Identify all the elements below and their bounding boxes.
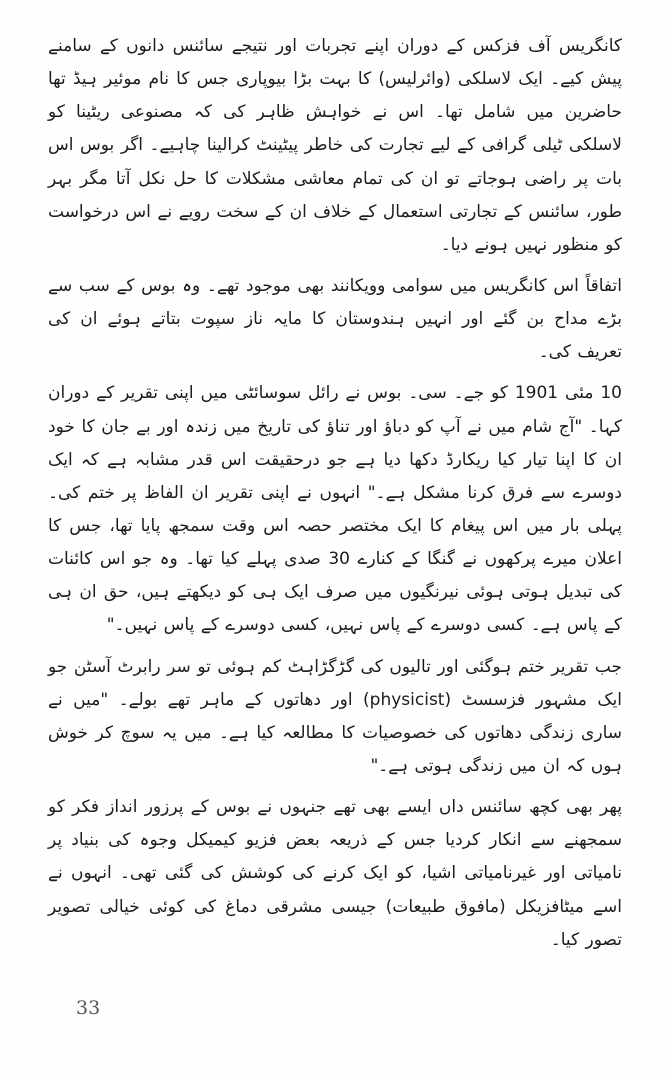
paragraph-3: 10 مئی 1901 کو جے۔ سی۔ بوس نے رائل سوسائٹی میں اپنی تقریر کے دوران کہا۔ "آج شام میں نے آپ کو دباؤ اور تناؤ کی تاریخ میں زندہ اور بے جان کا خود ان کا اپنا تیار کیا ریکارڈ دکھا دیا ہے جو درحقیقت اس قدر مشابہ ہے کہ ایک دوسرے سے فرق کرنا مشکل ہے۔" انہوں نے اپنی تقریر ان الفاظ پر ختم کی۔ پہلی بار میں اس پیغام کا ایک مختصر حصہ اس وقت سمجھ پایا تھا، جس کا اعلان میرے پرکھوں نے گنگا کے کنارے 30 صدی پہلے کیا تھا۔ وہ جو اس کائنات کی تبدیل ہوتی ہوئی نیرنگیوں میں صرف ایک ہی کو دیکھتے ہیں، حق ان ہی کے پاس ہے۔ کسی دوسرے کے پاس نہیں، کسی دوسرے کے پاس نہیں۔" [48, 383, 622, 636]
paragraph-2: اتفاقاً اس کانگریس میں سوامی وویکانند بھی موجود تھے۔ وہ بوس کے سب سے بڑے مداح بن گئے اور انہیں ہندوستان کا مایہ ناز سپوت بتاتے ہوئے ان کی تعریف کی۔ [48, 275, 622, 363]
page-body [48, 30, 622, 957]
paragraph-4: جب تقریر ختم ہوگئی اور تالیوں کی گڑگڑاہٹ کم ہوئی تو سر رابرٹ آسٹن جو ایک مشہور فزسسٹ (physicist) اور دھاتوں کے ماہر تھے بولے۔ "میں نے ساری زندگی دھاتوں کی خصوصیات کا مطالعہ کیا ہے۔ میں یہ سوچ کر خوش ہوں کہ ان میں زندگی ہوتی ہے۔" [48, 656, 622, 776]
paragraph-1: کانگریس آف فزکس کے دوران اپنے تجربات اور نتیجے سائنس دانوں کے سامنے پیش کیے۔ ایک لاسلکی (وائرلیس) کا بہت بڑا بیوپاری جس کا نام موئیر ہیڈ تھا حاضرین میں شامل تھا۔ اس نے خواہش ظاہر کی کہ مصنوعی ریٹینا کو لاسلکی ٹیلی گرافی کے لیے تجارت کی خاطر پیٹینٹ کرالینا چاہیے۔ اگر بوس اس بات پر راضی ہوجاتے تو ان کی تمام معاشی مشکلات کا حل نکل آتا مگر بہر طور، سائنس کے تجارتی استعمال کے خلاف ان کے سخت رویے نے اس درخواست کو منظور نہیں ہونے دیا۔ [48, 36, 622, 255]
page-number: 33 [76, 997, 101, 1019]
paragraph-5: پھر بھی کچھ سائنس داں ایسے بھی تھے جنہوں نے بوس کے پرزور انداز فکر کو سمجھنے سے انکار کردیا جس کے ذریعہ بعض فزیو کیمیکل وجوہ کی بنیاد پر نامیاتی اور غیرنامیاتی اشیا، کو ایک کرنے کی کوشش کی گئی تھی۔ انہوں نے اسے میٹافزیکل (مافوق طبیعات) جیسی مشرقی دماغ کی کوئی خیالی تصویر تصور کیا۔ [48, 797, 622, 950]
